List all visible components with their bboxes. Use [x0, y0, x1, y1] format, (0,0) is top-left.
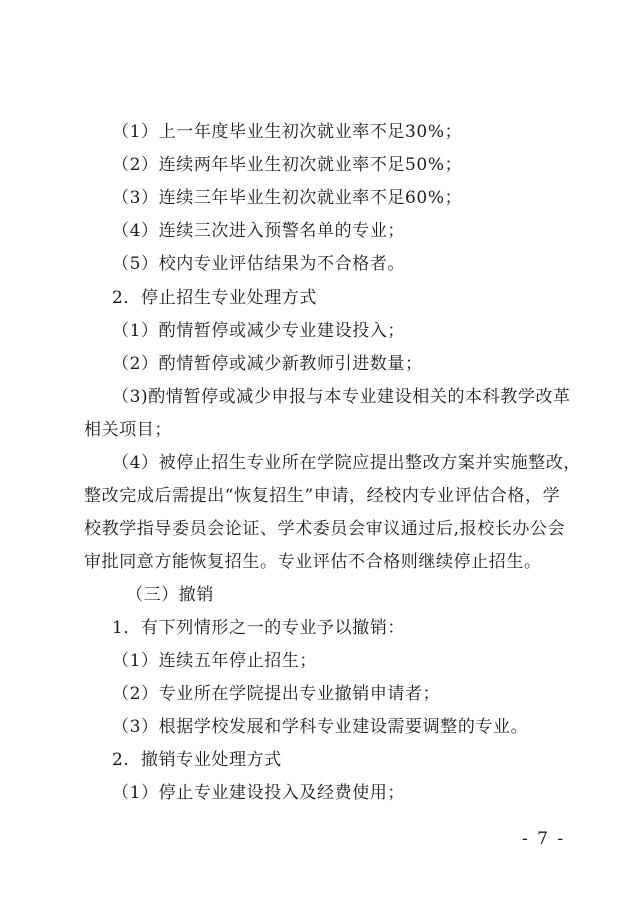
text-line: （1）连续五年停止招生；: [112, 651, 318, 671]
text-line: （2）专业所在学院提出专业撤销申请者；: [112, 684, 441, 704]
text-line: （3）连续三年毕业生初次就业率不足60%；: [112, 188, 463, 208]
text-line: 整改完成后需提出“恢复招生”申请，经校内专业评估合格，学: [84, 486, 561, 506]
section-heading: （三）撤销: [126, 585, 214, 605]
text-line: 审批同意方能恢复招生。专业评估不合格则继续停止招生。: [84, 552, 542, 572]
section-heading: 2．撤销专业处理方式: [112, 750, 282, 770]
section-heading: 1．有下列情形之一的专业予以撤销：: [112, 618, 406, 638]
text-line: （2）连续两年毕业生初次就业率不足50%；: [112, 155, 463, 175]
text-line: （1）上一年度毕业生初次就业率不足30%；: [112, 122, 463, 142]
text-line: （1）酌情暂停或减少专业建设投入；: [112, 321, 406, 341]
text-line: （1）停止专业建设投入及经费使用；: [112, 783, 406, 803]
section-heading: 2．停止招生专业处理方式: [112, 288, 318, 308]
text-line: （5）校内专业评估结果为不合格者。: [112, 254, 406, 274]
text-line: （4）连续三次进入预警名单的专业；: [112, 221, 406, 241]
page-number: - 7 -: [522, 829, 566, 849]
text-line: （3）根据学校发展和学科专业建设需要调整的专业。: [112, 717, 529, 737]
text-line: （3)酌情暂停或减少申报与本专业建设相关的本科教学改革: [112, 387, 571, 407]
text-line: 校教学指导委员会论证、学术委员会审议通过后,报校长办公会: [84, 519, 566, 539]
text-line: （2）酌情暂停或减少新教师引进数量；: [112, 354, 423, 374]
text-line: 相关项目；: [84, 420, 172, 440]
text-line: （4）被停止招生专业所在学院应提出整改方案并实施整改，: [112, 453, 582, 473]
